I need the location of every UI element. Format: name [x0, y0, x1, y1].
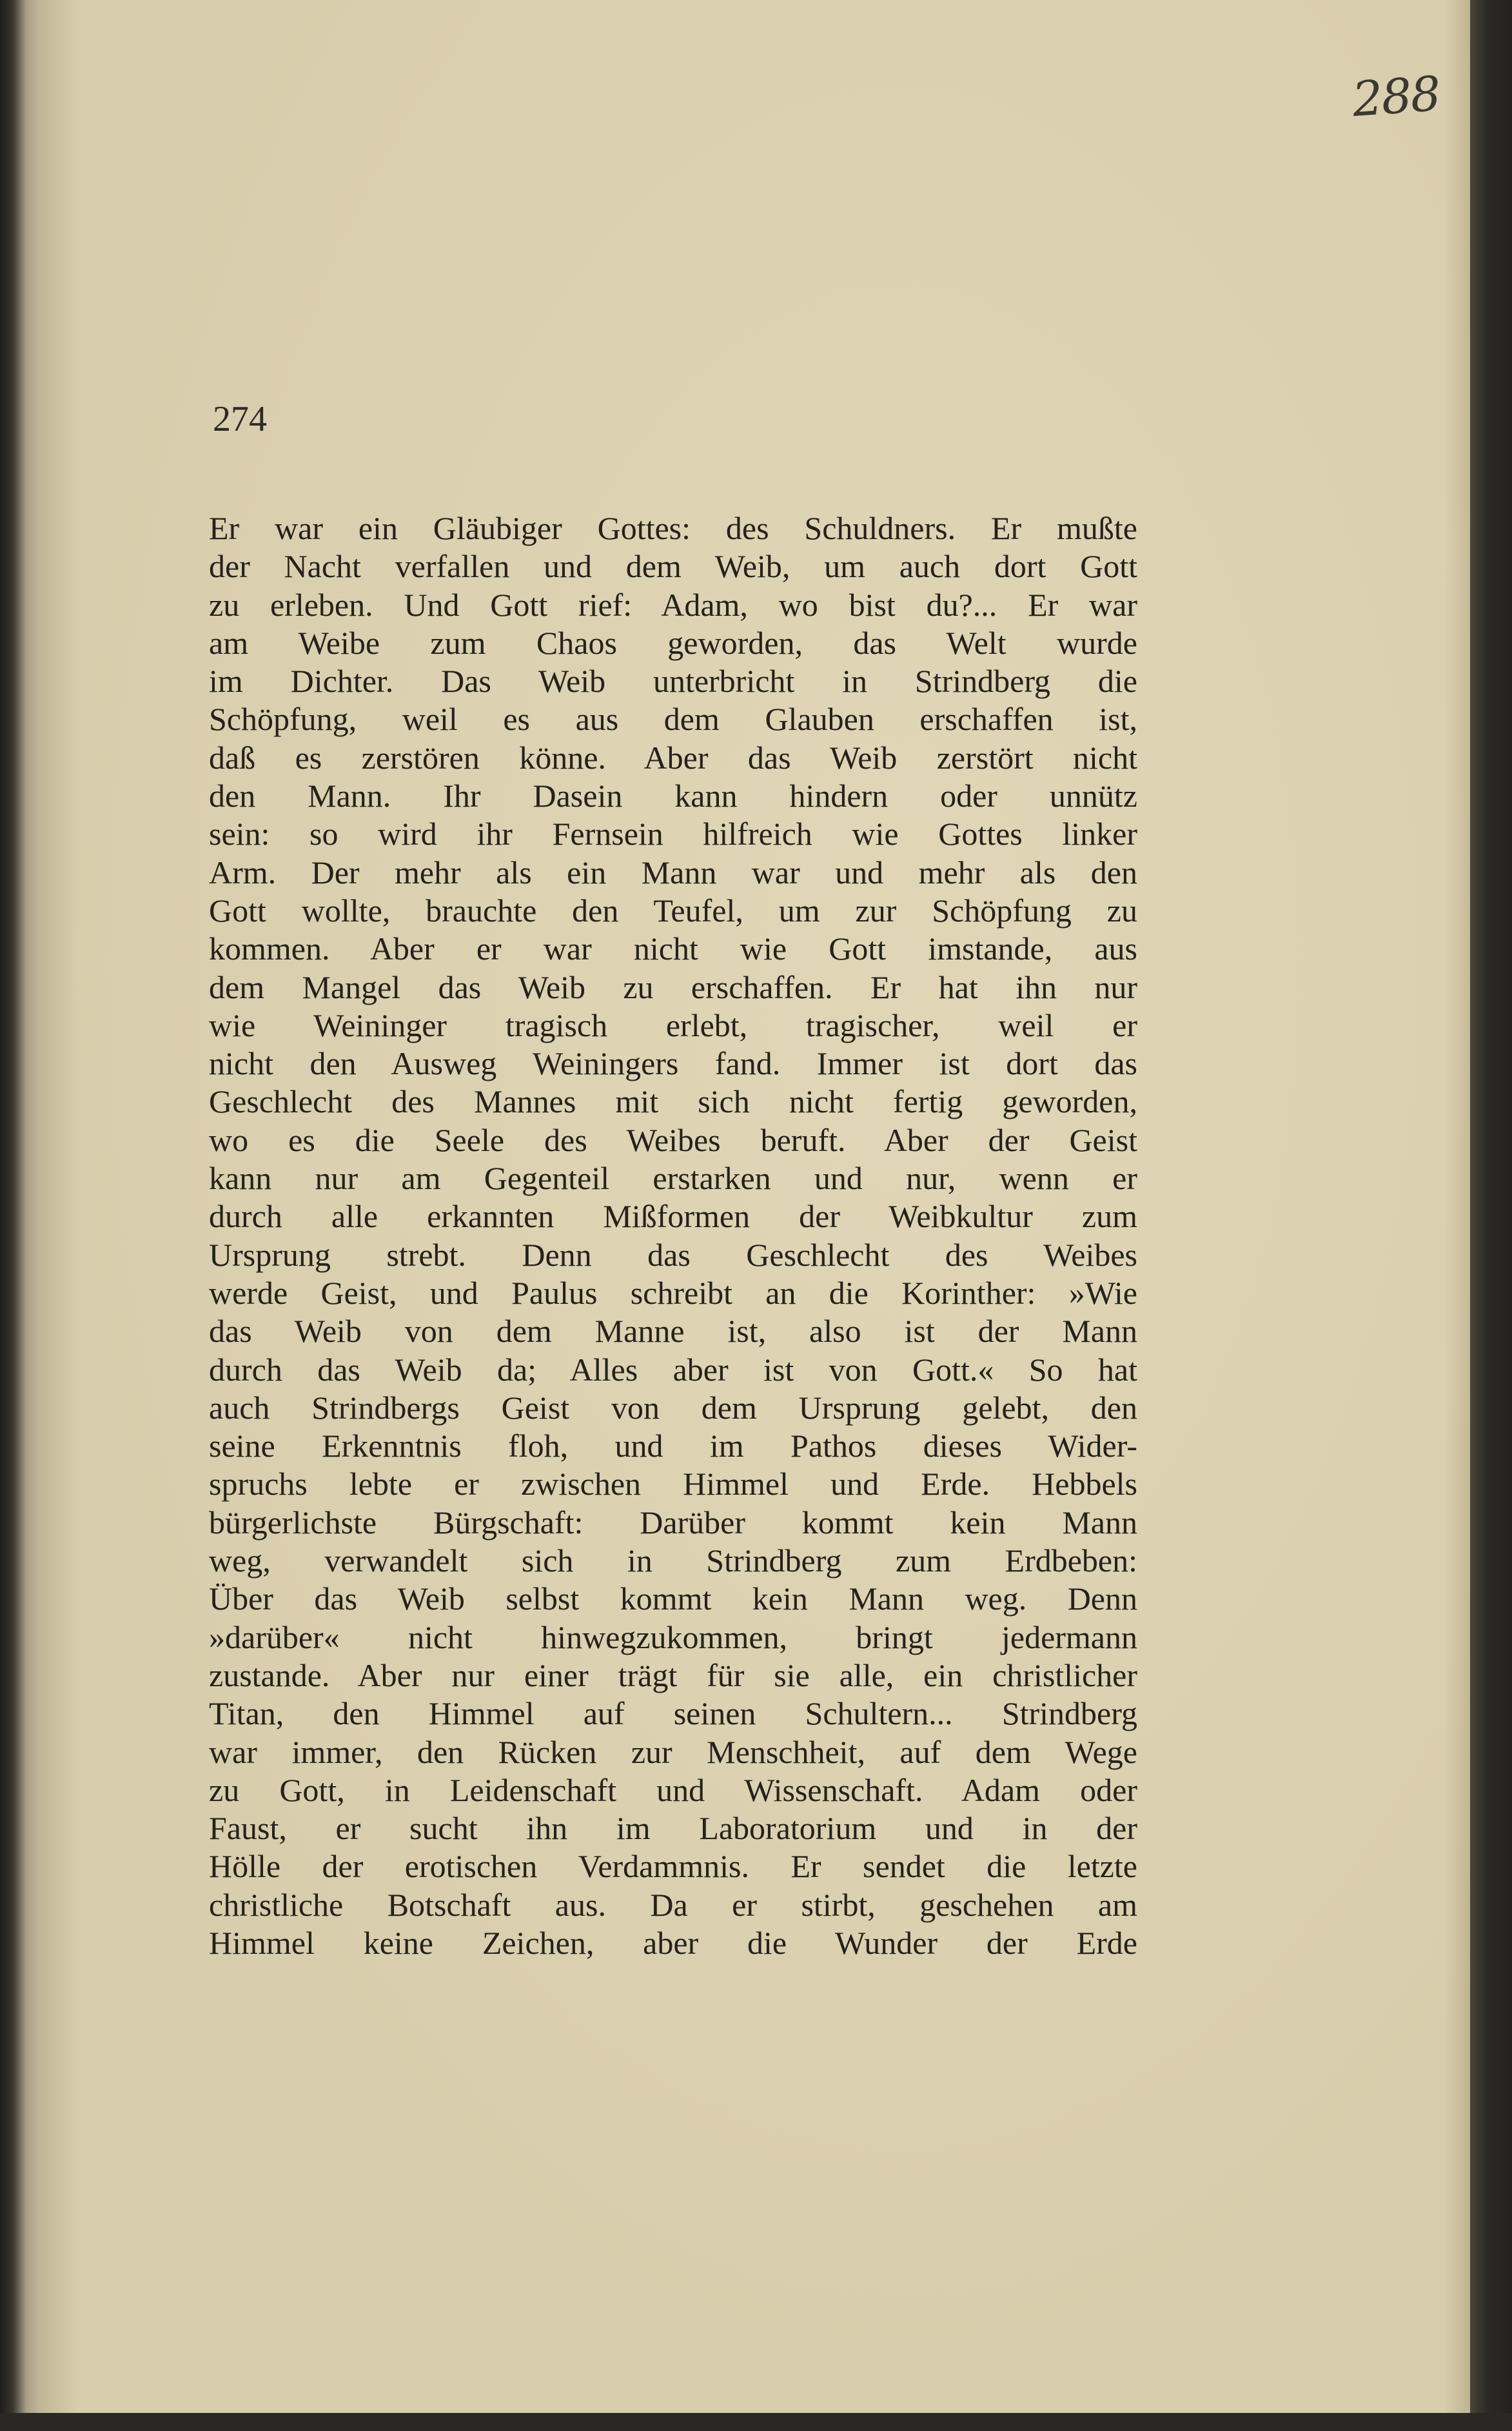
- text-line: durch das Weib da; Alles aber ist von Gott.« So hat: [209, 1351, 1137, 1388]
- text-line: wie Weininger tragisch erlebt, tragischer, weil er: [209, 1007, 1137, 1043]
- text-line: bürgerlichste Bürgschaft: Darüber kommt kein Mann: [209, 1504, 1137, 1540]
- text-line: werde Geist, und Paulus schreibt an die Korinther: »Wie: [209, 1274, 1137, 1311]
- text-line: dem Mangel das Weib zu erschaffen. Er hat ihn nur: [209, 969, 1137, 1005]
- text-line: nicht den Ausweg Weiningers fand. Immer ist dort das: [209, 1045, 1137, 1082]
- scan-border-bottom: [0, 2413, 1512, 2431]
- text-line: Ursprung strebt. Denn das Geschlecht des Weibes: [209, 1236, 1137, 1273]
- text-line: auch Strindbergs Geist von dem Ursprung gelebt, den: [209, 1389, 1137, 1426]
- text-line: Titan, den Himmel auf seinen Schultern... Strindberg: [209, 1695, 1137, 1732]
- text-line: Geschlecht des Mannes mit sich nicht fertig geworden,: [209, 1083, 1137, 1120]
- text-line: wo es die Seele des Weibes beruft. Aber der Geist: [209, 1121, 1137, 1158]
- text-line: Er war ein Gläubiger Gottes: des Schuldners. Er mußte: [209, 510, 1137, 546]
- text-line: Hölle der erotischen Verdammnis. Er sendet die letzte: [209, 1848, 1137, 1885]
- text-line: kommen. Aber er war nicht wie Gott imstande, aus: [209, 930, 1137, 967]
- text-line: zu Gott, in Leidenschaft und Wissenschaft. Adam oder: [209, 1771, 1137, 1808]
- page-number: 274: [213, 399, 267, 439]
- text-line: »darüber« nicht hinwegzukommen, bringt jedermann: [209, 1619, 1137, 1655]
- text-line: sein: so wird ihr Fernsein hilfreich wie Gottes linker: [209, 816, 1137, 852]
- text-line: Himmel keine Zeichen, aber die Wunder der Erde: [209, 1924, 1137, 1961]
- text-line: Schöpfung, weil es aus dem Glauben erschaffen ist,: [209, 701, 1137, 738]
- text-line: durch alle erkannten Mißformen der Weibkultur zum: [209, 1198, 1137, 1235]
- handwritten-archive-number: 288: [1350, 66, 1442, 128]
- scan-border-right: [1470, 0, 1512, 2431]
- text-line: Arm. Der mehr als ein Mann war und mehr als den: [209, 854, 1137, 891]
- text-line: war immer, den Rücken zur Menschheit, auf dem Wege: [209, 1733, 1137, 1770]
- text-line: kann nur am Gegenteil erstarken und nur, wenn er: [209, 1160, 1137, 1197]
- text-line: daß es zerstören könne. Aber das Weib zerstört nicht: [209, 739, 1137, 776]
- text-line: christliche Botschaft aus. Da er stirbt, geschehen am: [209, 1886, 1137, 1923]
- text-line: Über das Weib selbst kommt kein Mann weg. Denn: [209, 1580, 1137, 1617]
- text-line: spruchs lebte er zwischen Himmel und Erde. Hebbels: [209, 1466, 1137, 1502]
- text-line: im Dichter. Das Weib unterbricht in Strindberg die: [209, 663, 1137, 700]
- text-line: zustande. Aber nur einer trägt für sie alle, ein christlicher: [209, 1657, 1137, 1693]
- text-line: der Nacht verfallen und dem Weib, um auch dort Gott: [209, 548, 1137, 585]
- body-text: [209, 509, 1137, 1962]
- text-line: am Weibe zum Chaos geworden, das Welt wurde: [209, 624, 1137, 661]
- text-line: Gott wollte, brauchte den Teufel, um zur Schöpfung zu: [209, 892, 1137, 929]
- text-line: weg, verwandelt sich in Strindberg zum Erdbeben:: [209, 1542, 1137, 1579]
- text-line: Faust, er sucht ihn im Laboratorium und in der: [209, 1810, 1137, 1847]
- text-line: den Mann. Ihr Dasein kann hindern oder unnütz: [209, 778, 1137, 814]
- text-line: zu erleben. Und Gott rief: Adam, wo bist du?... Er war: [209, 586, 1137, 623]
- text-line: seine Erkenntnis floh, und im Pathos dieses Wider-: [209, 1428, 1137, 1464]
- book-spine: [0, 0, 44, 2431]
- text-line: das Weib von dem Manne ist, also ist der Mann: [209, 1313, 1137, 1350]
